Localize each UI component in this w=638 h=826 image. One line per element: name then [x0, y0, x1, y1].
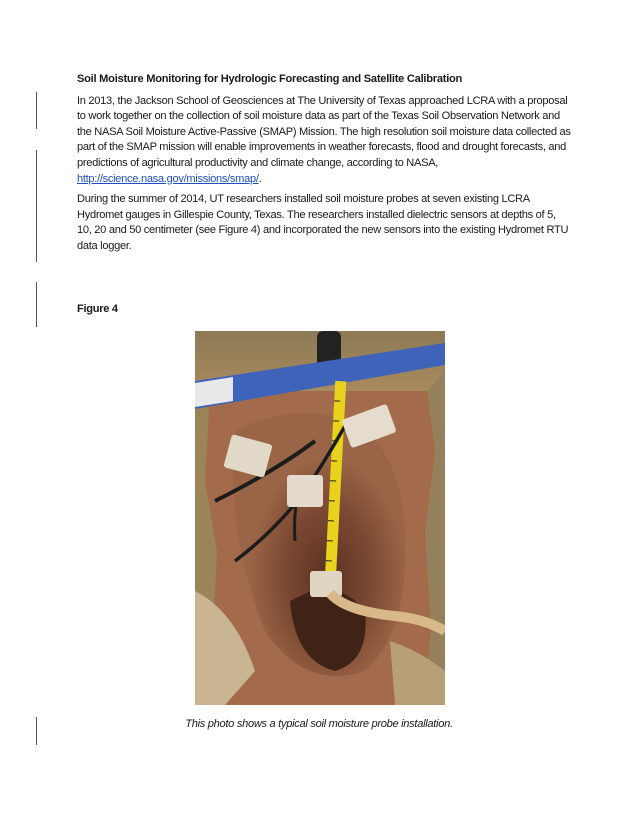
change-bar	[36, 92, 37, 129]
figure-caption: This photo shows a typical soil moisture probe installation.	[185, 718, 453, 730]
section-heading: Soil Moisture Monitoring for Hydrologic Forecasting and Satellite Calibration	[77, 73, 463, 85]
sensor-20cm	[287, 475, 323, 507]
sensor-50cm	[310, 571, 342, 597]
soil-probe-illustration	[195, 331, 445, 705]
document-body	[77, 72, 572, 260]
figure-label: Figure 4	[77, 303, 118, 315]
paragraph-1-text: In 2013, the Jackson School of Geosciences at The University of Texas approached LCRA with a proposal to work together on the collection of soil moisture data as part of the Texas Soil Observation Network and the NASA Soil Moisture Active-Passive (SMAP) Mission. The high resolution soil moisture data collected as part of the SMAP mission will enable improvements in weather forecasts, flood and drought forecasts, and predictions of agricultural productivity and climate change, according to NASA,	[77, 94, 571, 169]
change-bar	[36, 150, 37, 262]
paragraph-1	[77, 94, 572, 188]
paragraph-1-end: .	[258, 172, 262, 185]
change-bar	[36, 282, 37, 327]
nasa-smap-link[interactable]: http://science.nasa.gov/missions/smap/	[77, 172, 259, 185]
paragraph-2: During the summer of 2014, UT researchers installed soil moisture probes at seven existing LCRA Hydromet gauges in Gillespie County, Texas. The researchers installed dielectric sensors at depths of 5, 10, 20 and 50 centimeter (see Figure 4) and incorporated the new sensors into the existing Hydromet RTU data logger.	[77, 193, 569, 252]
soil-probe-photo	[195, 331, 445, 705]
